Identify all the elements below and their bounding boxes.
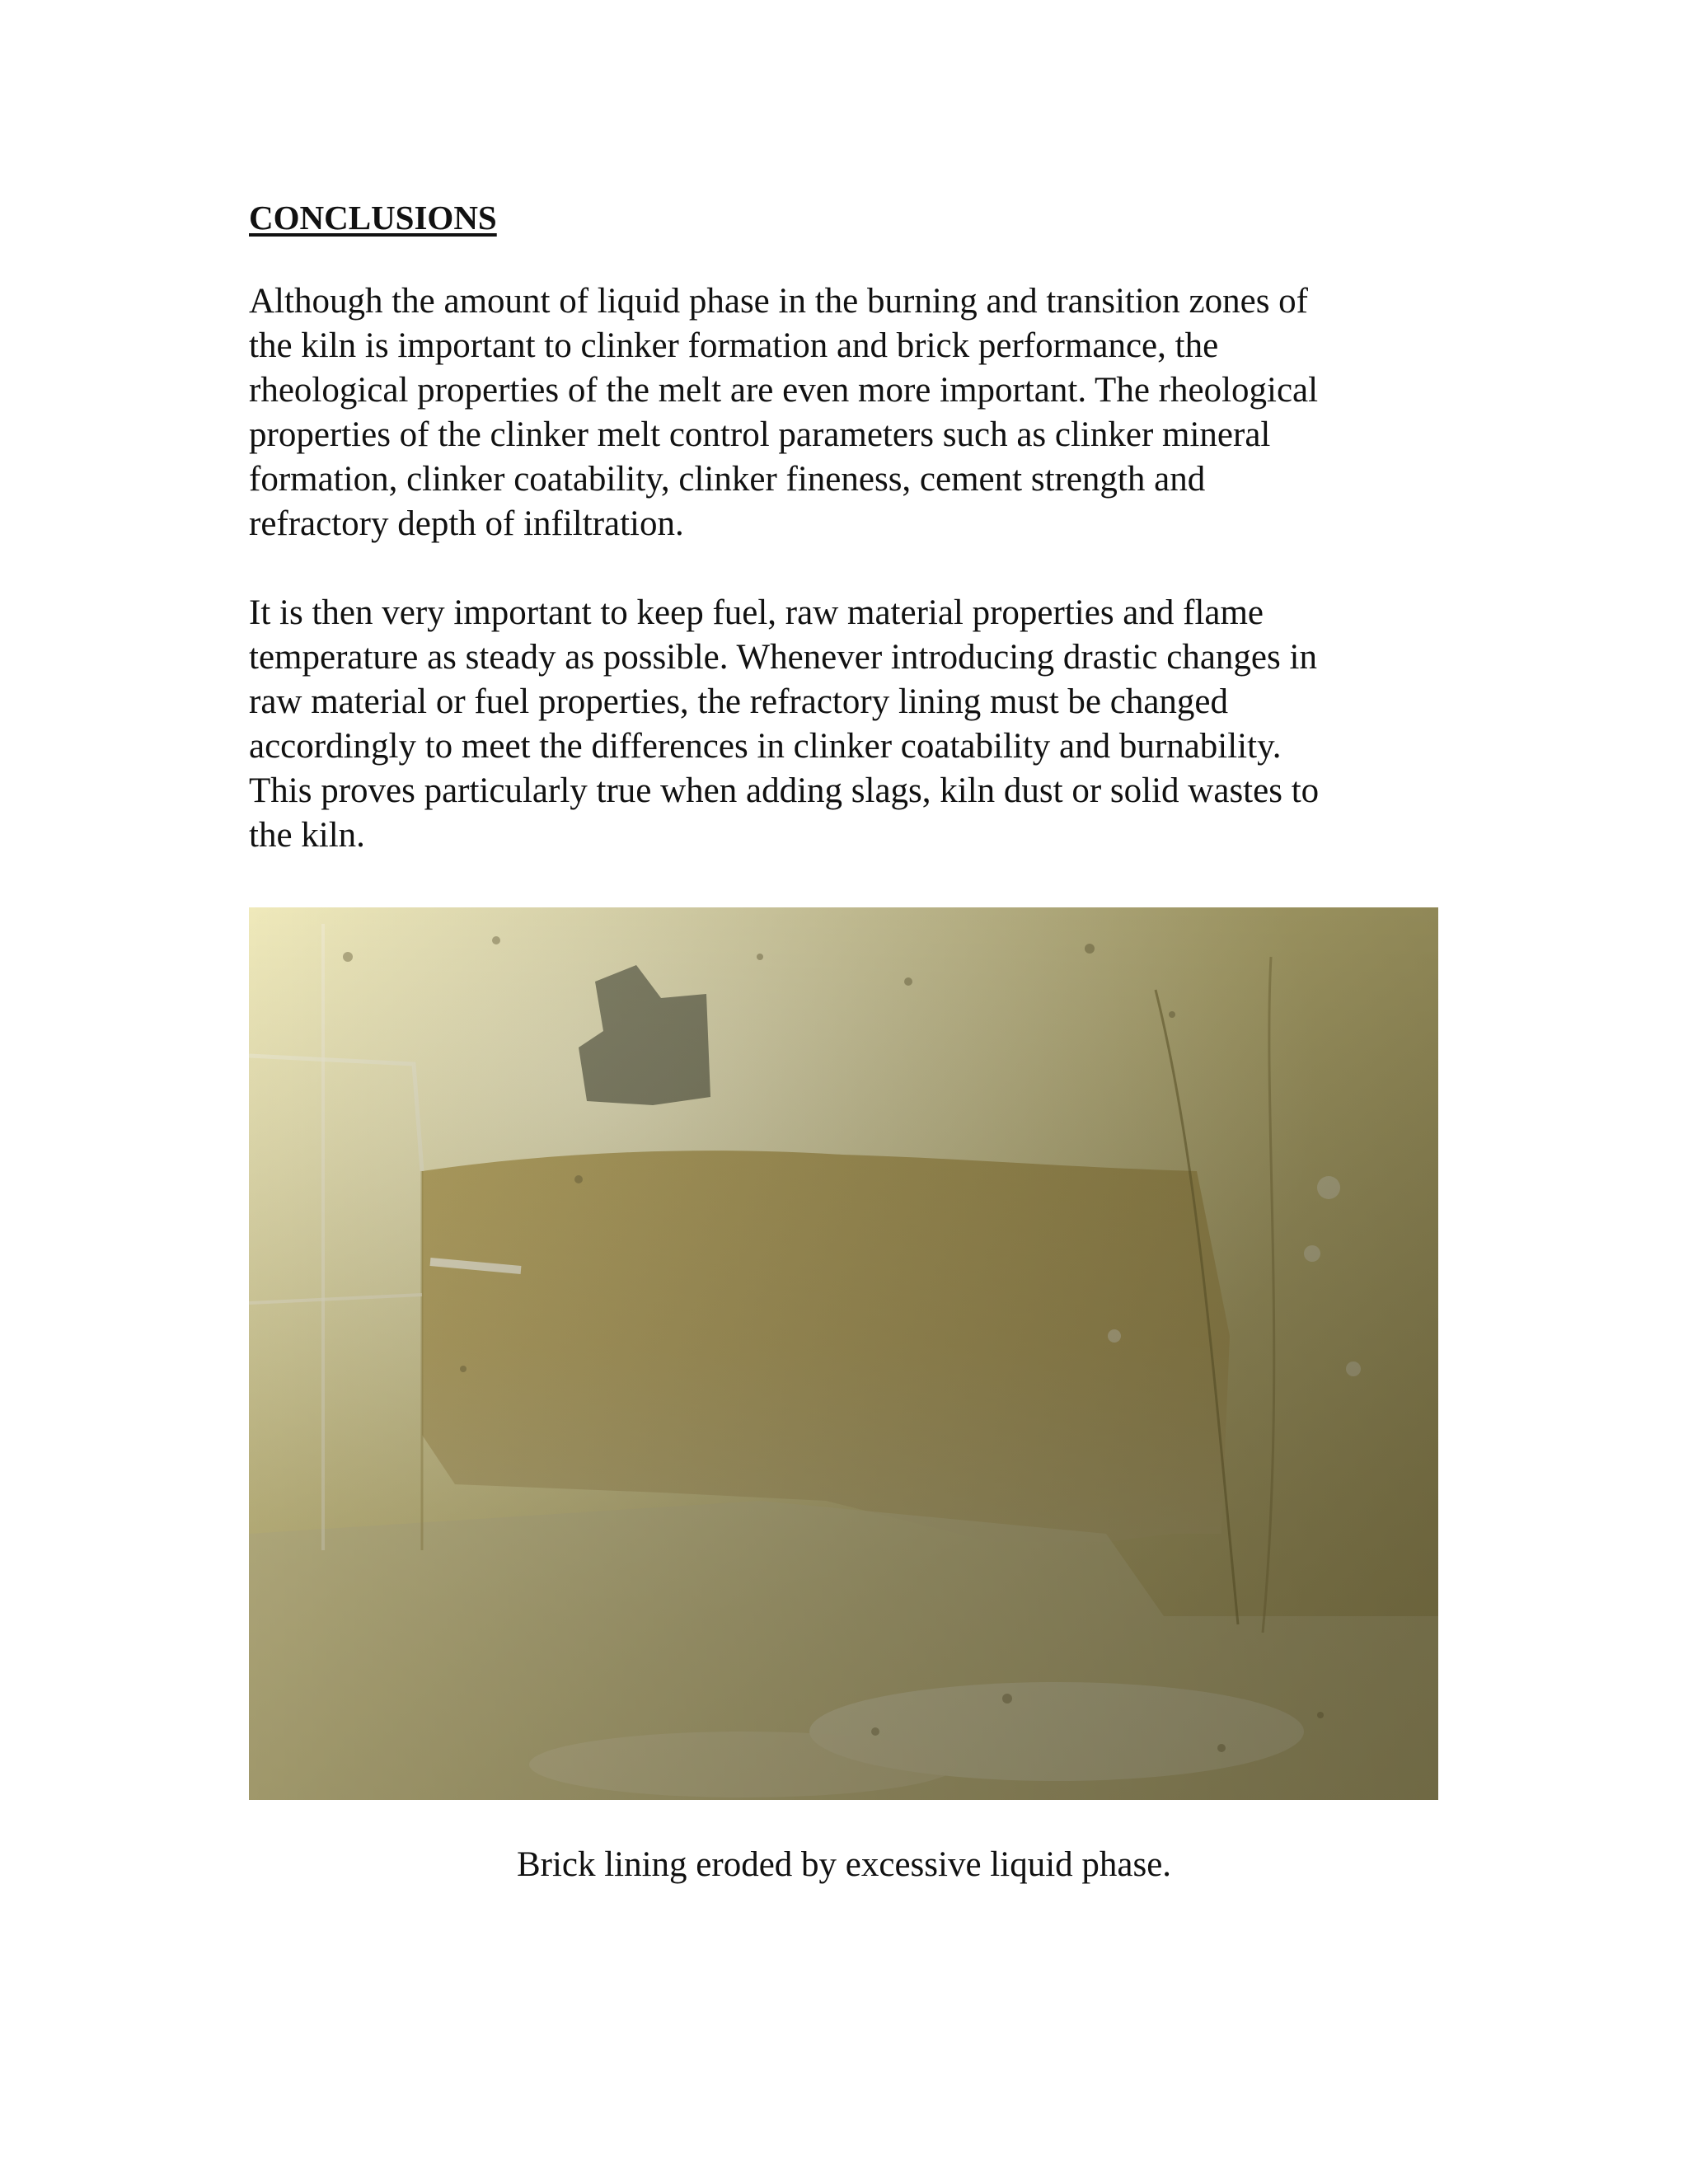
paragraph-2: It is then very important to keep fuel, raw material properties and flame temperature as steady as possible. Whenever introducing drastic changes in raw material or fuel properties, the refractory lining must be changed accordingly to meet the differences in clinker coatability and burnability. This proves particularly true when adding slags, kiln dust or solid wastes to the kiln. [249,593,1320,855]
kiln-lining-photo [249,907,1438,1800]
figure-caption: Brick lining eroded by excessive liquid phase. [516,1845,1172,1884]
text-block [249,198,1461,902]
paragraph-1: Although the amount of liquid phase in the burning and transition zones of the kiln is important to clinker formation and brick performance, the rheological properties of the melt are even more important. The rheological properties of the clinker melt control parameters such as clinker mineral formation, clinker coatability, clinker fineness, cement strength and refractory depth of infiltration. [249,282,1319,544]
section-heading: CONCLUSIONS [249,199,497,237]
